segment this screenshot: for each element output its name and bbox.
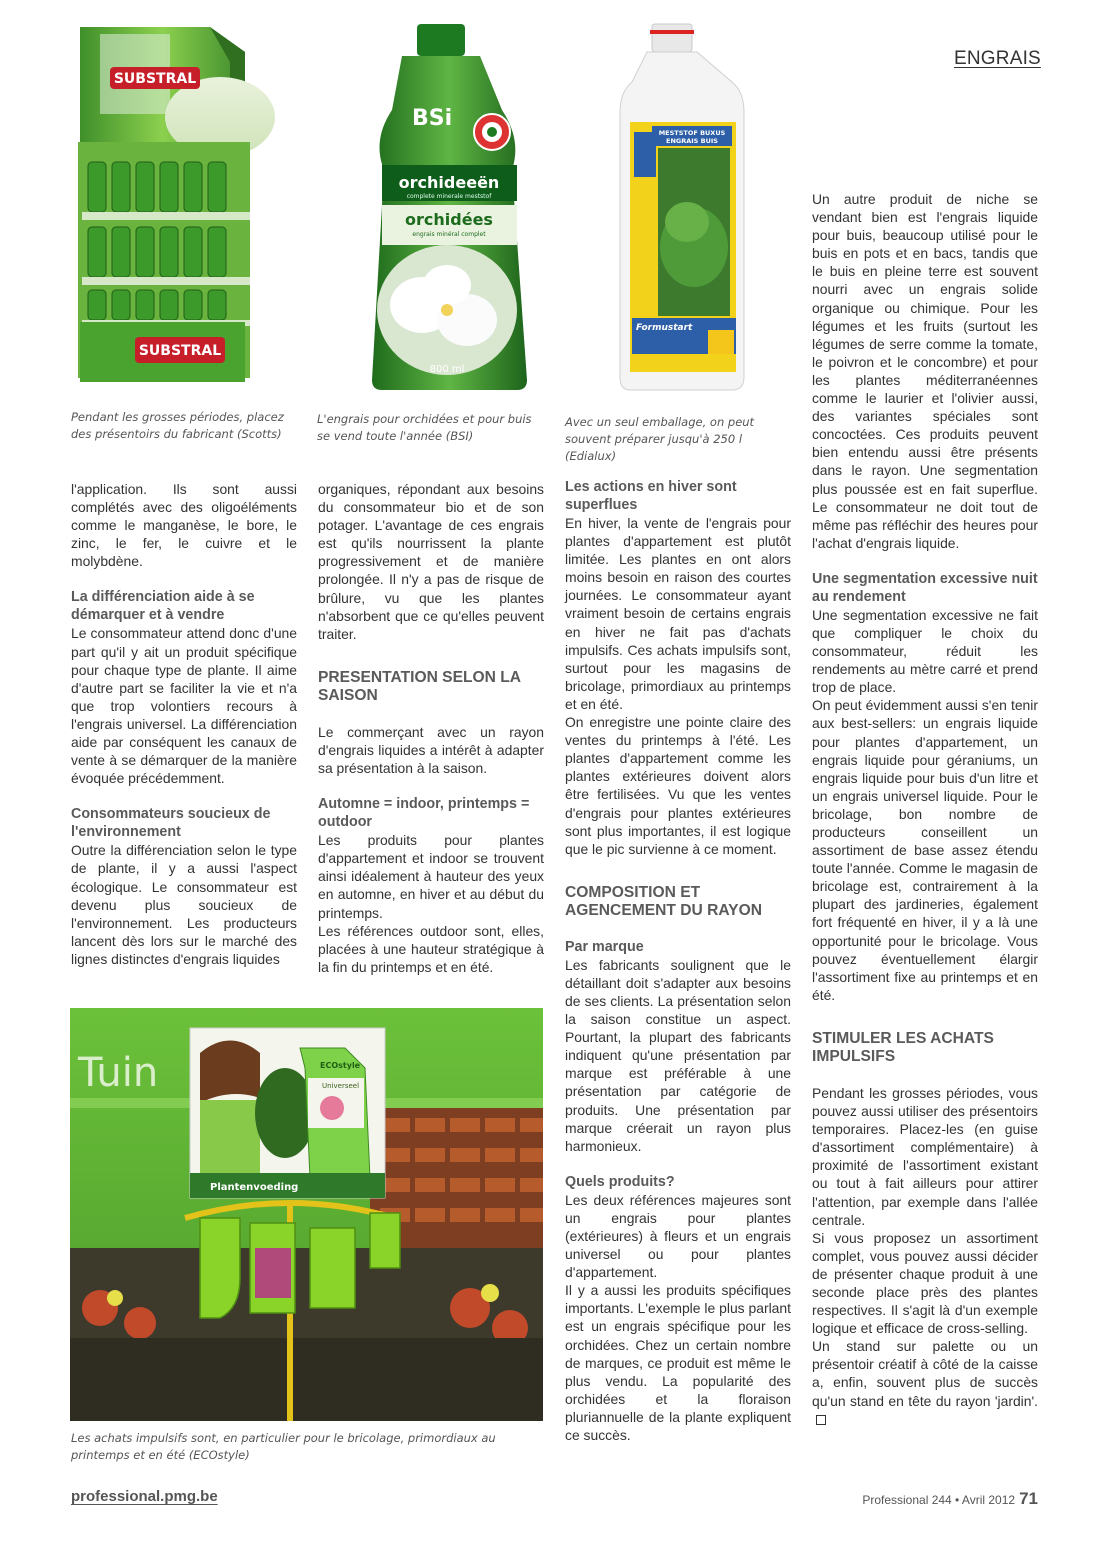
bsi-sub-fr: engrais minéral complet — [412, 231, 486, 238]
col1-paragraph-3: Outre la différenciation selon le type de plante, il y a aussi l'aspect écologique. Le consommateur est devenu plus soucieux de l'environnement. Les producteurs lancent dès lors sur le marché des lignes distinctes d'engrais liquides — [71, 842, 297, 967]
edialux-label-fr: ENGRAIS BUIS — [666, 137, 718, 145]
col2-paragraph-1: organiques, répondant aux besoins du consommateur bio et de son potager. L'avantage de ces engrais est qu'ils nourrissent la plante progressivement et de manière prolongée. Il n'y a pas de risque de brûlure, vu que les plantes n'absorbent que ce qu'elles peuvent traiter. — [318, 481, 544, 642]
caption-bsi: L'engrais pour orchidées et pour buis se vend toute l'année (BSI) — [317, 412, 532, 443]
edialux-label-nl: MESTSTOF BUXUS — [658, 129, 726, 137]
col3-heading-4: Quels produits? — [565, 1173, 675, 1190]
bsi-name-fr: orchidées — [405, 210, 493, 229]
page-number: 71 — [1019, 1489, 1038, 1508]
substral-logo-bottom: SUBSTRAL — [138, 343, 222, 359]
column-2 — [318, 480, 544, 976]
col2-paragraph-3: Les produits pour plantes d'appartement et indoor se trouvent ainsi idéalement à hauteur des yeux en automne, en hiver et au début du printemps. — [318, 832, 544, 921]
caption-edialux: Avec un seul emballage, on peut souvent préparer jusqu'à 250 l (Edialux) — [565, 415, 755, 463]
col3-paragraph-2: On enregistre une pointe claire des ventes du printemps à l'été. Les plantes d'appartement comme les plantes extérieures doivent alors être fertilisées. Vu que les ventes d'engrais pour plantes extérieures sont plus importantes, il est logique que le pic survienne à ce moment. — [565, 714, 791, 857]
col1-heading-1: La différenciation aide à se démarquer et à vendre — [71, 589, 255, 624]
column-3 — [565, 478, 791, 1444]
col4-paragraph-6: Un stand sur palette ou un présentoir créatif à côté de la caisse a, enfin, souvent plus de succès qu'un stand en tête du rayon 'jardin'. — [812, 1337, 1038, 1427]
col4-paragraph-2: Une segmentation excessive ne fait que compliquer le choix du consommateur, réduit les rendements au mètre carré et prend trop de place. — [812, 606, 1038, 696]
col4-heading-2: STIMULER LES ACHATS IMPULSIFS — [812, 1029, 994, 1065]
bsi-name-nl: orchideeën — [398, 173, 500, 192]
col4-heading-1: Une segmentation excessive nuit au rendement — [812, 570, 1038, 605]
col4-paragraph-5: Si vous proposez un assortiment complet, vous pouvez aussi décider de présenter chaque produit à une seconde place près des plantes respectives. Il s'agit là d'un exemple logique et efficace de cross-selling. — [812, 1229, 1038, 1337]
section-label: ENGRAIS — [954, 48, 1041, 69]
col1-paragraph-1: l'application. Ils sont aussi complétés avec des oligoéléments comme le manganèse, le bore, le zinc, le fer, le cuivre et le molybdène. — [71, 481, 297, 570]
footer-website-link[interactable]: professional.pmg.be — [71, 1488, 218, 1505]
stand-brand: ECOstyle — [320, 1061, 361, 1070]
stand-product: Universeel — [322, 1082, 360, 1090]
col2-paragraph-2: Le commerçant avec un rayon d'engrais liquides a intérêt à adapter sa présentation à la saison. — [318, 723, 544, 777]
col4-paragraph-1: Un autre produit de niche se vendant bien est l'engrais liquide pour buis, beaucoup utilisé pour le buis en pots et en bacs, tandis que le buis en pleine terre est souvent nourri avec un engrais solide organique ou chimique. Pour les légumes et les fruits (surtout les légumes de serre comme la tomate, le poivron et le concombre) et pour les plantes méditerranéennes comme le laurier et l'olivier aussi, des variantes spéciales sont concoctées. Ces produits peuvent bien entendu aussi être présents dans le rayon. Une segmentation plus poussée est en fait superflue. Le consommateur ne doit tout de même pas réfléchir des heures pour l'achat d'engrais liquide. — [812, 191, 1038, 551]
column-1 — [71, 480, 297, 968]
col3-paragraph-4: Les deux références majeures sont un engrais pour plantes (extérieures) à fleurs et un engrais universel ou pour plantes d'appartement. — [565, 1191, 791, 1281]
col4-paragraph-3: On peut évidemment aussi s'en tenir aux best-sellers: un engrais liquide pour plantes d'appartement, un engrais liquide pour géraniums, un engrais liquide pour buis d'un litre et un engrais universel liquide. Pour le bricolage, bon nombre de producteurs conseillent un assortiment de base assez étendu toute l'année. Comme le magasin de bricolage est, contrairement à la plupart des jardineries, également fort fréquenté en hiver, il y a là une opportunité pour le bricolage. Vous pouvez éventuellement élargir l'assortiment fixe au printemps et en été. — [812, 697, 1038, 1003]
footer-issue — [830, 1489, 1038, 1509]
col3-paragraph-3: Les fabricants soulignent que le détaillant doit s'adapter aux besoins de ses clients. La présentation selon la saison constitue un aspect. Pourtant, la plupart des fabricants indiquent qu'une présentation par marque est préférable à une présentation par catégorie de produits. Une présentation par marque créerait un rayon plus harmonieux. — [565, 956, 791, 1154]
ecostyle-stand-photo — [70, 1008, 543, 1421]
col2-paragraph-4: Les références outdoor sont, elles, placées à une hauteur stratégique à la fin du printemps et en été. — [318, 922, 544, 975]
col1-paragraph-2: Le consommateur attend donc d'une part qu'il y ait un produit spécifique pour chaque type de plante. Il aime d'autre part se faciliter la vie et n'a que trop volontiers recours à l'engrais universel. La différenciation aide par conséquent les canaux de vente à se démarquer de la manière évoquée précédemment. — [71, 625, 297, 787]
col2-heading-2: Automne = indoor, printemps = outdoor — [318, 796, 530, 831]
col2-heading-1: PRESENTATION SELON LA SAISON — [318, 668, 521, 704]
col3-heading-3: Par marque — [565, 938, 644, 955]
edialux-bottle-photo — [612, 22, 752, 394]
column-4 — [812, 190, 1038, 1428]
stand-sign-tuin: Tuin — [78, 1050, 159, 1096]
bsi-brand: BSi — [412, 106, 453, 131]
bsi-sub-nl: complete minerale meststof — [406, 193, 492, 200]
substral-logo-top: SUBSTRAL — [113, 71, 197, 87]
col3-paragraph-1: En hiver, la vente de l'engrais pour plantes d'appartement est plutôt limitée. Les plantes en ont alors moins besoin en raison des courtes journées. Le consommateur ayant vraiment besoin de certains engrais en hiver ne fait pas d'achats impulsifs. Ces achats impulsifs sont, surtout pour les magasins de bricolage, primordiaux au printemps et en été. — [565, 515, 791, 712]
bsi-bottle-photo — [352, 20, 542, 392]
caption-ecostyle: Les achats impulsifs sont, en particulier pour le bricolage, primordiaux au printemps et en été (ECOstyle) — [71, 1431, 496, 1462]
footer-issue-text: Professional 244 • Avril 2012 — [862, 1493, 1016, 1507]
substral-display-photo — [70, 22, 300, 400]
bsi-volume: 800 ml — [429, 364, 465, 375]
col3-heading-1: Les actions en hiver sont superflues — [565, 479, 737, 513]
col1-heading-2: Consommateurs soucieux de l'environnement — [71, 806, 271, 841]
col3-paragraph-5: Il y a aussi les produits spécifiques importants. L'exemple le plus parlant est un engrais spécifique pour les orchidées. Chez un certain nombre de marques, ce produit est même le plus vendu. La popularité des orchidées et la floraison pluriannuelle de la plante expliquent ce succès. — [565, 1282, 791, 1444]
caption-substral: Pendant les grosses périodes, placez des présentoirs du fabricant (Scotts) — [71, 410, 284, 441]
edialux-product: Formustart — [636, 323, 693, 333]
col4-paragraph-4: Pendant les grosses périodes, vous pouvez aussi utiliser des présentoirs temporaires. Placez-les (en guise d'assortiment complémentaire) à proximité de l'assortiment existant ou tout à fait ailleurs pour attirer l'attention, par exemple dans l'allée centrale. — [812, 1084, 1038, 1228]
stand-banner: Plantenvoeding — [210, 1182, 299, 1193]
end-of-article-mark — [816, 1415, 826, 1425]
col3-heading-2: COMPOSITION ET AGENCEMENT DU RAYON — [565, 883, 762, 919]
